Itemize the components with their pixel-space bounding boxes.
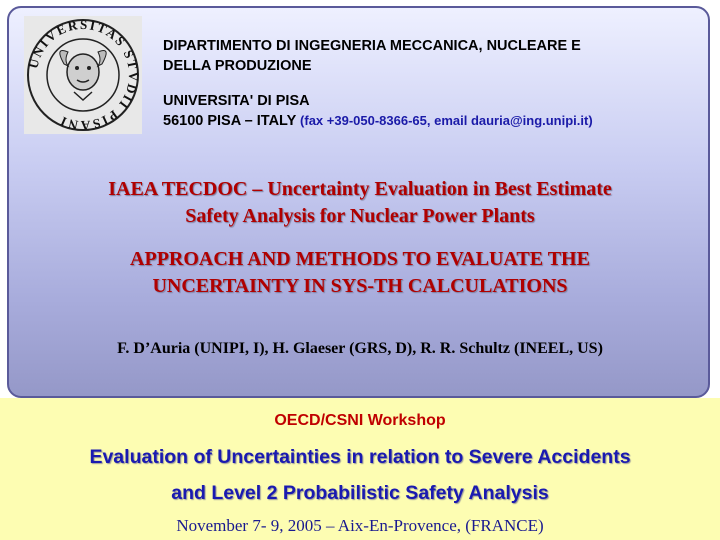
event-date-place: November 7- 9, 2005 – Aix-En-Provence, (FRANCE) — [176, 516, 544, 535]
address: 56100 PISA – ITALY — [163, 113, 296, 129]
authors: F. D’Auria (UNIPI, I), H. Glaeser (GRS, D), R. R. Schultz (INEEL, US) — [117, 340, 603, 357]
department-name: DIPARTIMENTO DI INGEGNERIA MECCANICA, NUCLEARE E DELLA PRODUZIONE — [163, 38, 581, 74]
event-title-line2: and Level 2 Probabilistic Safety Analysis — [171, 482, 549, 504]
presentation-subtitle: APPROACH AND METHODS TO EVALUATE THE UNCERTAINTY IN SYS-TH CALCULATIONS — [130, 248, 590, 297]
presentation-title: IAEA TECDOC – Uncertainty Evaluation in Best Estimate Safety Analysis for Nuclear Power Plants — [108, 178, 612, 227]
university-name: UNIVERSITA' DI PISA — [163, 93, 310, 109]
university-seal-icon — [24, 16, 142, 134]
contact-info: (fax +39-050-8366-65, email dauria@ing.unipi.it) — [300, 113, 593, 128]
university-address — [163, 91, 593, 131]
workshop-name: OECD/CSNI Workshop — [274, 412, 446, 429]
event-title-line1: Evaluation of Uncertainties in relation to Severe Accidents — [89, 446, 631, 468]
svg-text:UNIVERSITAS STVDII PISANI: UNIVERSITAS STVDII PISANI — [25, 16, 142, 134]
